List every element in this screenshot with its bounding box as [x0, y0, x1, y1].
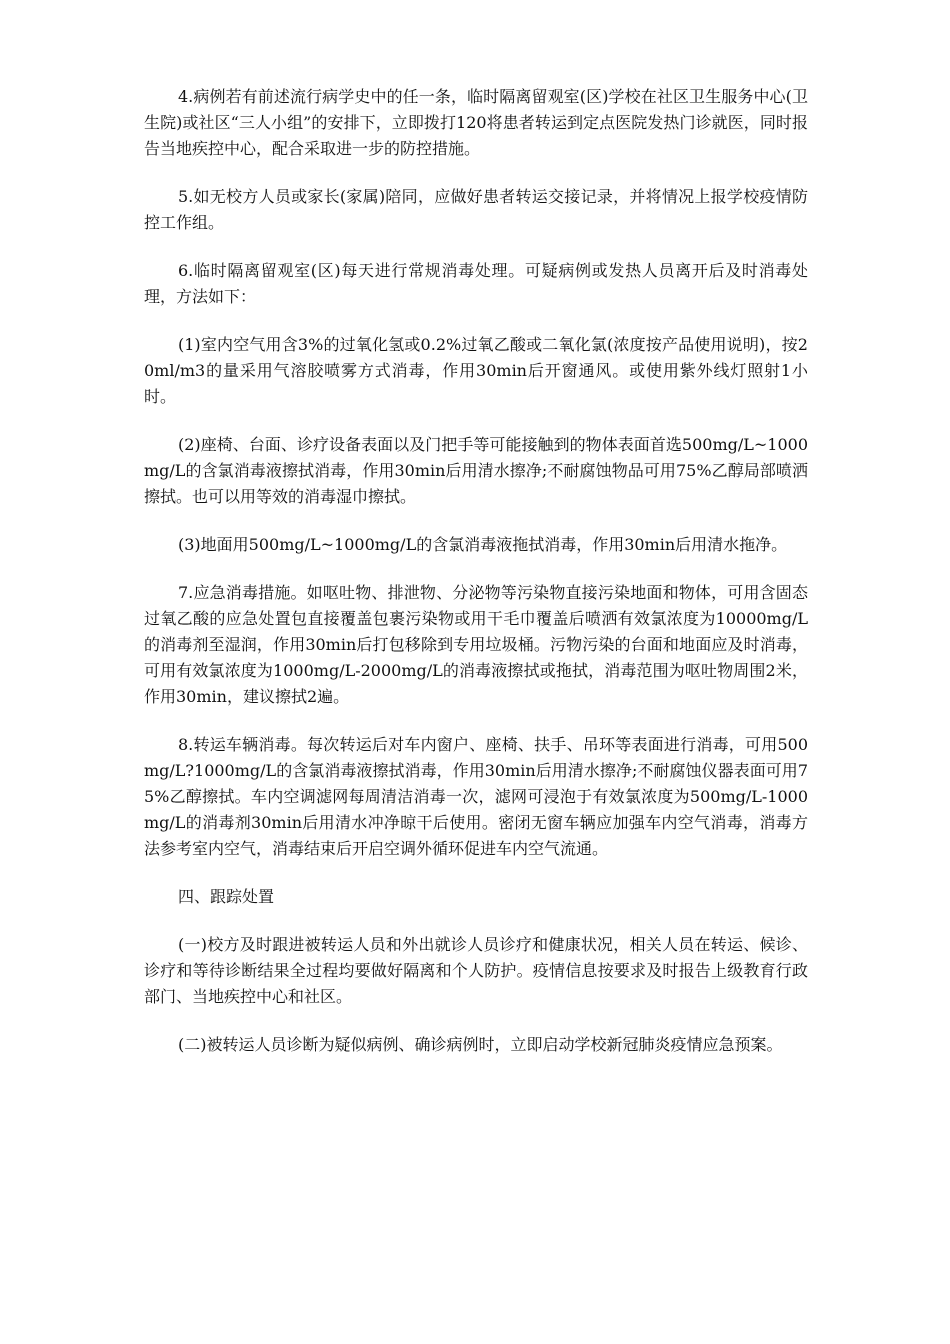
paragraph-5-handover: 5.如无校方人员或家长(家属)陪同，应做好患者转运交接记录，并将情况上报学校疫情防控工作组。	[144, 187, 808, 232]
paragraph-6-3-floor: (3)地面用500mg/L~1000mg/L的含氯消毒液拖拭消毒，作用30min后用清水拖净。	[178, 535, 788, 554]
paragraph-8-vehicle-disinfection: 8.转运车辆消毒。每次转运后对车内窗户、座椅、扶手、吊环等表面进行消毒，可用500mg/L?1000mg/L的含氯消毒液擦拭消毒，作用30min后用清水擦净;不耐腐蚀仪器表面可用75%乙醇擦拭。车内空调滤网每周清洁消毒一次，滤网可浸泡于有效氯浓度为500mg/L-1000mg/L的消毒剂30min后用清水冲净晾干后使用。密闭无窗车辆应加强车内空气消毒，消毒方法参考室内空气，消毒结束后开启空调外循环促进车内空气流通。	[144, 735, 808, 858]
paragraph-6-2-surfaces: (2)座椅、台面、诊疗设备表面以及门把手等可能接触到的物体表面首选500mg/L~1000mg/L的含氯消毒液擦拭消毒，作用30min后用清水擦净;不耐腐蚀物品可用75%乙醇局部喷洒擦拭。也可以用等效的消毒湿巾擦拭。	[144, 435, 808, 506]
paragraph-6-routine-disinfection: 6.临时隔离留观室(区)每天进行常规消毒处理。可疑病例或发热人员离开后及时消毒处理，方法如下：	[144, 261, 808, 306]
paragraph-4-referral: 4.病例若有前述流行病学史中的任一条，临时隔离留观室(区)学校在社区卫生服务中心(卫生院)或社区“三人小组”的安排下，立即拨打120将患者转运到定点医院发热门诊就医，同时报告当地疾控中心，配合采取进一步的防控措施。	[144, 87, 808, 158]
paragraph-follow-up-1: (一)校方及时跟进被转运人员和外出就诊人员诊疗和健康状况，相关人员在转运、候诊、诊疗和等待诊断结果全过程均要做好隔离和个人防护。疫情信息按要求及时报告上级教育行政部门、当地疾控中心和社区。	[144, 935, 808, 1006]
paragraph-7-emergency-disinfection: 7.应急消毒措施。如呕吐物、排泄物、分泌物等污染物直接污染地面和物体，可用含固态过氧乙酸的应急处置包直接覆盖包裹污染物或用干毛巾覆盖后喷洒有效氯浓度为10000mg/L的消毒剂至湿润，作用30min后打包移除到专用垃圾桶。污物污染的台面和地面应及时消毒，可用有效氯浓度为1000mg/L-2000mg/L的消毒液擦拭或拖拭，消毒范围为呕吐物周围2米，作用30min，建议擦拭2遍。	[144, 583, 808, 706]
paragraph-follow-up-2: (二)被转运人员诊断为疑似病例、确诊病例时，立即启动学校新冠肺炎疫情应急预案。	[178, 1035, 783, 1054]
document-body	[144, 84, 808, 1080]
section-heading-follow-up: 四、跟踪处置	[178, 887, 275, 906]
paragraph-6-1-air: (1)室内空气用含3%的过氧化氢或0.2%过氧乙酸或二氧化氯(浓度按产品使用说明)，按20ml/m3的量采用气溶胶喷雾方式消毒，作用30min后开窗通风。或使用紫外线灯照射1小时。	[144, 335, 808, 406]
